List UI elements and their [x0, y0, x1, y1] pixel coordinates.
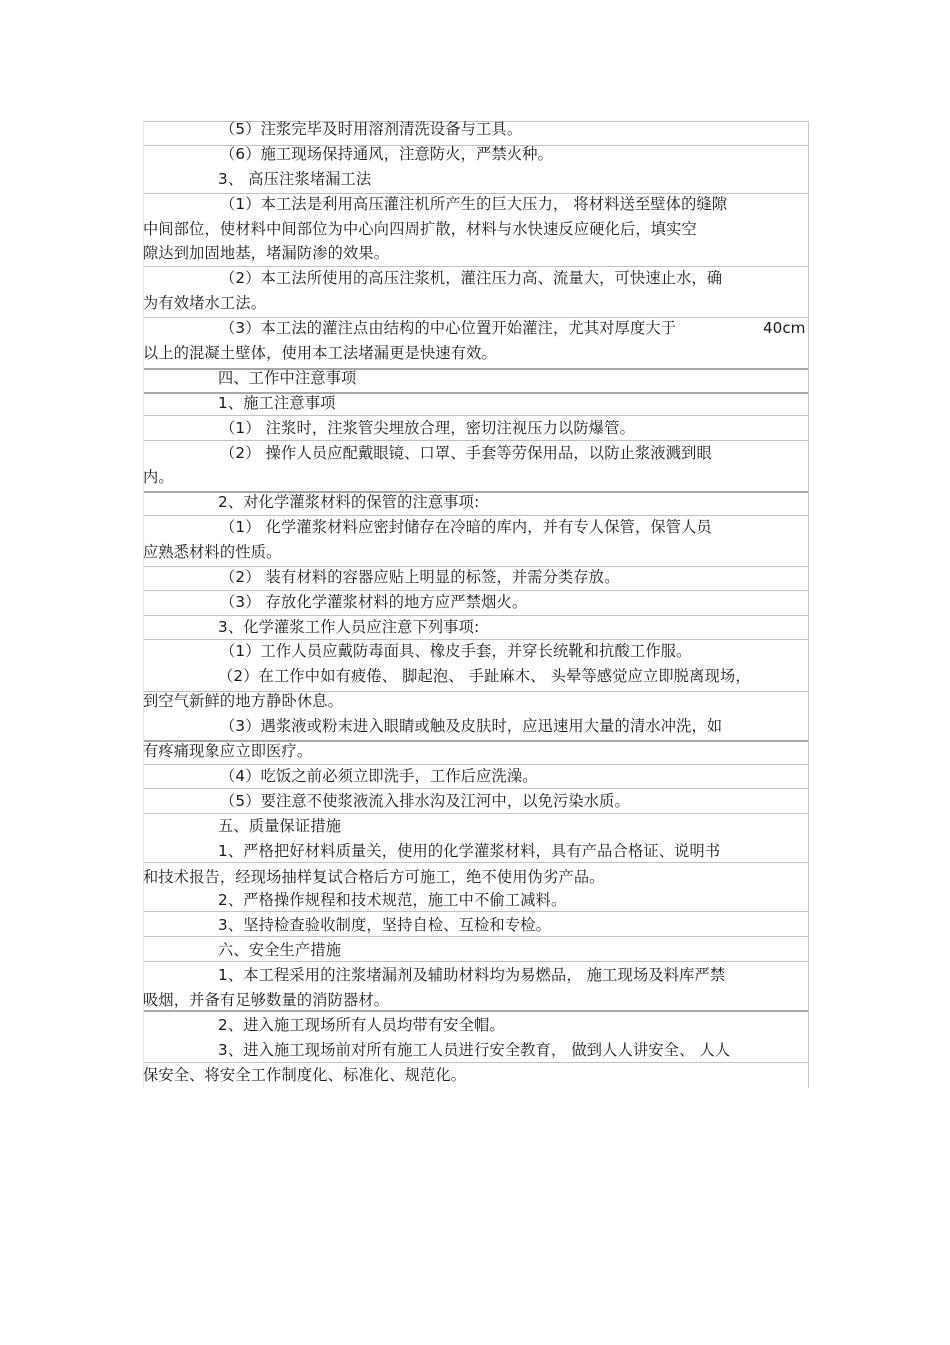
text-line: （2）在工作中如有疲倦、 脚起泡、 手趾麻木、 头晕等感觉应立即脱离现场， — [218, 667, 751, 685]
row-divider — [144, 911, 808, 912]
text-line: 到空气新鲜的地方静卧休息。 — [143, 692, 344, 710]
text-line: （6）施工现场保持通风，注意防火，严禁火种。 — [220, 145, 554, 163]
row-divider — [144, 862, 808, 863]
row-divider — [144, 440, 808, 441]
text-line: 吸烟，并备有足够数量的消防器材。 — [143, 991, 390, 1009]
text-line: 2、对化学灌浆材料的保管的注意事项: — [218, 493, 480, 511]
text-line: 为有效堵水工法。 — [143, 294, 267, 312]
section-heading: 六、安全生产措施 — [218, 941, 342, 959]
text-line: 3、进入施工现场前对所有施工人员进行安全教育， 做到人人讲安全、 人人 — [218, 1041, 731, 1059]
text-line: 和技术报告，经现场抽样复试合格后方可施工，绝不使用伪劣产品。 — [143, 868, 605, 886]
text-line: 2、进入施工现场所有人员均带有安全帽。 — [218, 1016, 505, 1034]
text-line: （1） 化学灌浆材料应密封储存在冷暗的库内，并有专人保管，保管人员 — [220, 518, 712, 536]
text-line: 3、化学灌浆工作人员应注意下列事项: — [218, 618, 480, 636]
text-line: 以上的混凝土壁体，使用本工法堵漏更是快速有效。 — [143, 344, 497, 362]
text-line: （5）要注意不使浆液流入排水沟及江河中，以免污染水质。 — [220, 792, 630, 810]
text-line: 1、严格把好材料质量关，使用的化学灌浆材料，具有产品合格证、说明书 — [218, 842, 721, 860]
row-divider — [144, 788, 808, 789]
text-line: （3）本工法的灌注点由结构的中心位置开始灌注，尤其对厚度大于 — [220, 319, 677, 337]
text-line: 中间部位，使材料中间部位为中心向四周扩散，材料与水快速反应硬化后，填实空 — [143, 220, 697, 238]
section-heading: 五、质量保证措施 — [218, 817, 342, 835]
text-line: 保安全、将安全工作制度化、标准化、规范化。 — [143, 1066, 467, 1084]
text-line: 应熟悉材料的性质。 — [143, 543, 282, 561]
text-line: 1、施工注意事项 — [218, 394, 336, 412]
text-line: 3、坚持检查验收制度，坚持自检、互检和专检。 — [218, 916, 552, 934]
text-line: （3）遇浆液或粉末进入眼睛或触及皮肤时，应迅速用大量的清水冲洗，如 — [220, 717, 723, 735]
row-divider — [144, 415, 808, 416]
text-line: 3、 高压注浆堵漏工法 — [218, 170, 372, 188]
text-line: （2） 操作人员应配戴眼镜、口罩、手套等劳保用品，以防止浆液溅到眼 — [220, 444, 712, 462]
text-line: 2、严格操作规程和技术规范，施工中不偷工减料。 — [218, 891, 567, 909]
text-line: （1）工作人员应戴防毒面具、橡皮手套，并穿长统靴和抗酸工作服。 — [220, 642, 692, 660]
row-divider — [144, 1062, 808, 1063]
row-divider — [144, 936, 808, 937]
text-line: 1、本工程采用的注浆堵漏剂及辅助材料均为易燃品， 施工现场及料库严禁 — [218, 966, 726, 984]
text-line: （4）吃饭之前必须立即洗手，工作后应洗澡。 — [220, 767, 538, 785]
text-line: （2） 装有材料的容器应贴上明显的标签，并需分类存放。 — [220, 568, 620, 586]
thickness-value: 40cm — [763, 319, 806, 337]
text-line: （5）注浆完毕及时用溶剂清洗设备与工具。 — [220, 120, 523, 138]
row-divider — [144, 813, 808, 814]
text-line: （2）本工法所使用的高压注浆机，灌注压力高、流量大，可快速止水，确 — [220, 269, 723, 287]
text-line: 隙达到加固地基，堵漏防渗的效果。 — [143, 244, 390, 262]
text-line: 内。 — [143, 468, 174, 486]
text-line: （3） 存放化学灌浆材料的地方应严禁烟火。 — [220, 593, 528, 611]
row-divider — [144, 961, 808, 962]
section-heading: 四、工作中注意事项 — [218, 369, 357, 387]
text-line: （1）本工法是利用高压灌注机所产生的巨大压力， 将材料送至壁体的缝隙 — [220, 195, 728, 213]
text-line: 有疼痛现象应立即医疗。 — [143, 742, 313, 760]
text-line: （1） 注浆时，注浆管尖埋放合理，密切注视压力以防爆管。 — [220, 419, 635, 437]
